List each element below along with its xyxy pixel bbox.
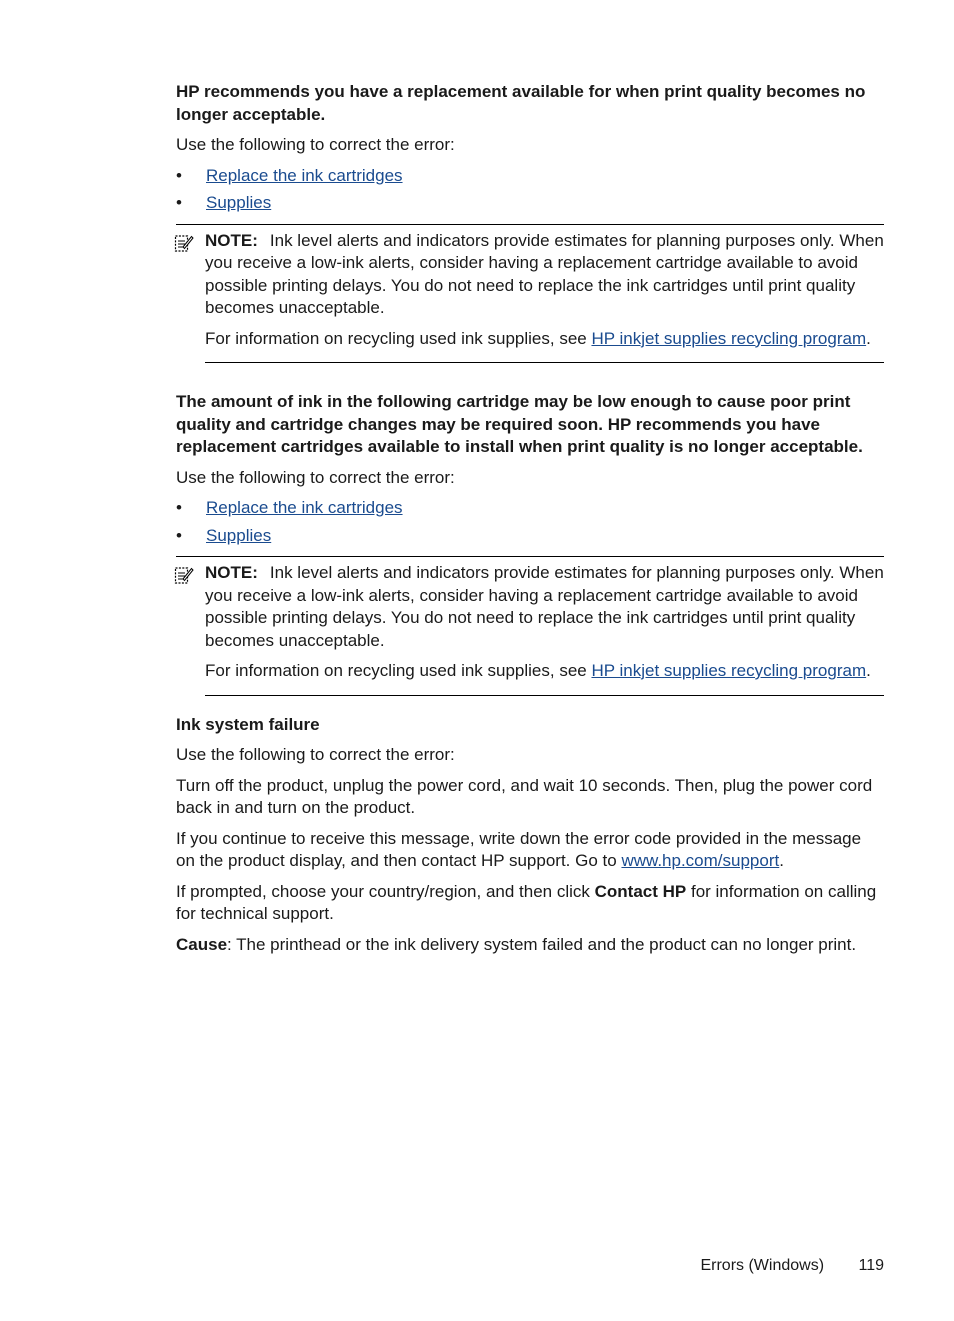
note-box	[176, 556, 884, 696]
cause-text: : The printhead or the ink delivery system failed and the product can no longer print.	[227, 934, 857, 954]
contact-hp-label: Contact HP	[594, 881, 687, 901]
recycling-text: For information on recycling used ink supplies, see	[205, 661, 592, 680]
list-item	[176, 525, 884, 548]
recycling-suffix: .	[866, 328, 871, 348]
bullet: •	[176, 193, 182, 212]
section2-heading: The amount of ink in the following cartridge may be low enough to cause poor print quality and cartridge changes may be required soon. HP recommends you have replacement cartridges available to install when print quality is no longer acceptable.	[176, 392, 863, 456]
replace-cartridges-link[interactable]: Replace the ink cartridges	[206, 498, 403, 517]
note-text	[205, 562, 884, 652]
section2-intro: Use the following to correct the error:	[176, 467, 455, 487]
section3-intro: Use the following to correct the error:	[176, 745, 455, 764]
bullet: •	[176, 525, 182, 545]
page-footer	[700, 1257, 884, 1275]
support-suffix: .	[779, 851, 784, 870]
page-content	[176, 81, 884, 964]
recycling-link[interactable]: HP inkjet supplies recycling program	[591, 661, 867, 680]
support-paragraph	[176, 828, 884, 873]
list-item	[176, 165, 884, 188]
section1-intro: Use the following to correct the error:	[176, 135, 455, 154]
bullet: •	[176, 165, 182, 185]
section1-link-list	[176, 165, 884, 215]
bullet: •	[176, 498, 182, 517]
section1-heading: HP recommends you have a replacement available for when print quality becomes no longer acceptable.	[176, 82, 866, 124]
supplies-link[interactable]: Supplies	[206, 193, 272, 212]
recycling-info	[205, 328, 884, 351]
contact-suffix: for information on calling for technical support.	[176, 881, 877, 923]
contact-text: If prompted, choose your country/region, and then click	[176, 881, 595, 901]
note-box	[176, 224, 884, 364]
spacer	[176, 696, 884, 714]
note-icon	[174, 565, 194, 585]
cause-label: Cause	[176, 934, 228, 954]
section3-heading: Ink system failure	[176, 714, 320, 734]
recycling-suffix: .	[866, 661, 871, 680]
footer-section-title: Errors (Windows)	[700, 1257, 825, 1274]
note-content: Ink level alerts and indicators provide estimates for planning purposes only. When you receive a low-ink alerts, consider having a replacement cartridge available to avoid possible printing delays. You do not need to replace the ink cartridges until print quality becomes unacceptable.	[205, 230, 884, 317]
recycling-text: For information on recycling used ink supplies, see	[205, 328, 592, 348]
page-number: 119	[858, 1257, 884, 1274]
recycling-link[interactable]: HP inkjet supplies recycling program	[591, 328, 867, 348]
note-label: NOTE:	[205, 563, 258, 582]
replace-cartridges-link[interactable]: Replace the ink cartridges	[206, 165, 403, 185]
recycling-info	[205, 660, 884, 683]
note-label: NOTE:	[205, 230, 258, 250]
note-content: Ink level alerts and indicators provide estimates for planning purposes only. When you receive a low-ink alerts, consider having a replacement cartridge available to avoid possible printing delays. You do not need to replace the ink cartridges until print quality becomes unacceptable.	[205, 563, 884, 650]
note-text	[205, 230, 884, 320]
note-icon	[174, 233, 194, 253]
supplies-link[interactable]: Supplies	[206, 525, 272, 545]
list-item	[176, 192, 884, 215]
section2-link-list	[176, 497, 884, 547]
contact-paragraph	[176, 881, 884, 926]
spacer	[176, 363, 884, 391]
note-body	[205, 562, 884, 696]
hp-support-link[interactable]: www.hp.com/support	[621, 851, 780, 870]
power-cycle-instructions: Turn off the product, unplug the power cord, and wait 10 seconds. Then, plug the power cord back in and turn on the product.	[176, 775, 873, 817]
note-body	[205, 230, 884, 364]
support-text: If you continue to receive this message, write down the error code provided in the message on the product display, and then contact HP support. Go to	[176, 828, 862, 870]
list-item	[176, 497, 884, 520]
cause-paragraph	[176, 934, 884, 957]
